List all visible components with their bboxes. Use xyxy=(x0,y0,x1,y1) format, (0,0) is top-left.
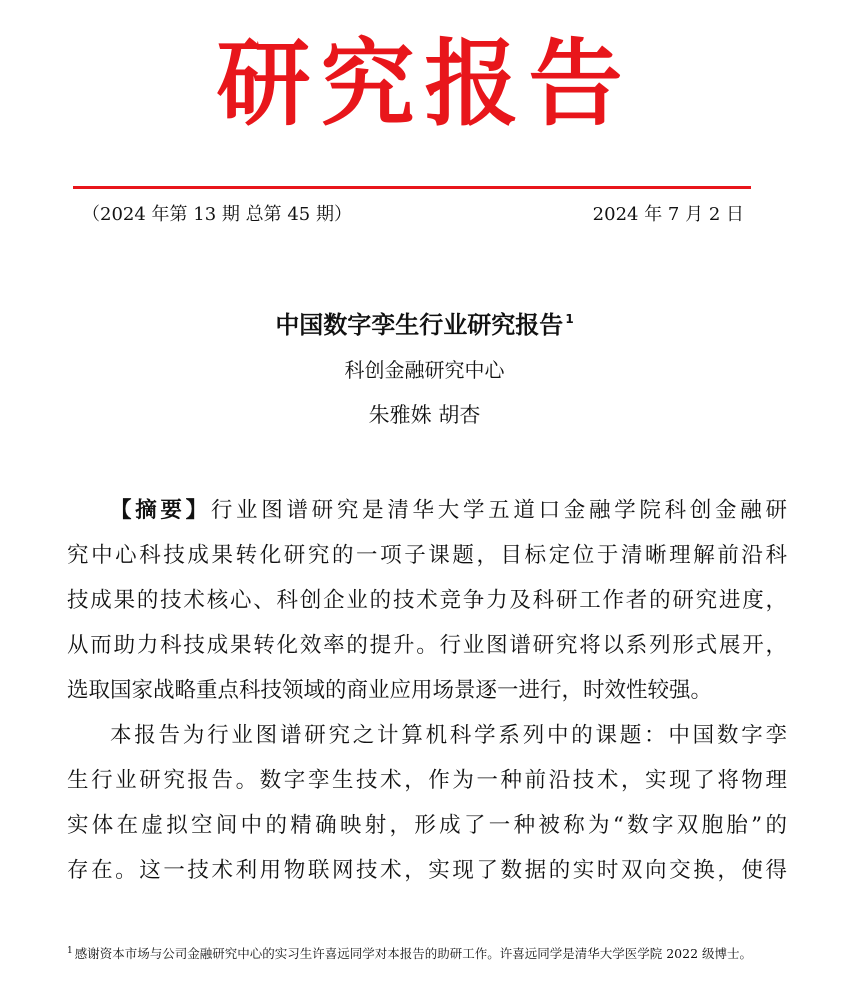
report-authors: 朱雅姝 胡杏 xyxy=(368,403,481,427)
masthead-title: 研究报告 xyxy=(216,29,633,139)
footnote-number: 1 xyxy=(67,946,73,956)
abstract-line xyxy=(67,488,787,533)
paragraph-line: 本报告为行业图谱研究之计算机科学系列中的课题：中国数字孪 xyxy=(110,723,787,748)
abstract-line: 究中心科技成果转化研究的一项子课题，目标定位于清晰理解前沿科 xyxy=(67,543,787,568)
paragraph-line: 生行业研究报告。数字孪生技术，作为一种前沿技术，实现了将物理 xyxy=(67,768,787,793)
paragraph-line: 实体在虚拟空间中的精确映射，形成了一种被称为“数字双胞胎”的 xyxy=(67,813,787,838)
report-title-text: 中国数字孪生行业研究报告 xyxy=(275,311,564,339)
abstract-line: 选取国家战略重点科技领域的商业应用场景逐一进行，时效性较强。 xyxy=(67,678,713,703)
issue-number: （2024 年第 13 期 总第 45 期） xyxy=(82,204,352,225)
footnote-divider xyxy=(67,925,297,926)
masthead-divider xyxy=(73,186,751,189)
abstract-label: 【摘要】 xyxy=(110,498,211,523)
footnote-text: 感谢资本市场与公司金融研究中心的实习生许喜远同学对本报告的助研工作。许喜远同学是清华大学医学院 2022 级博士。 xyxy=(74,946,752,961)
report-title xyxy=(0,301,849,343)
issue-date: 2024 年 7 月 2 日 xyxy=(592,204,744,225)
abstract-line: 从而助力科技成果转化效率的提升。行业图谱研究将以系列形式展开， xyxy=(67,633,787,658)
paragraph-line: 存在。这一技术利用物联网技术，实现了数据的实时双向交换，使得 xyxy=(67,858,787,883)
footnote-marker[interactable]: 1 xyxy=(565,312,574,326)
abstract-line-text: 行业图谱研究是清华大学五道口金融学院科创金融研 xyxy=(210,498,787,523)
report-organization: 科创金融研究中心 xyxy=(344,358,505,382)
abstract-line: 技成果的技术核心、科创企业的技术竞争力及科研工作者的研究进度， xyxy=(67,588,787,613)
body-text xyxy=(67,488,787,893)
footnote xyxy=(67,940,787,965)
